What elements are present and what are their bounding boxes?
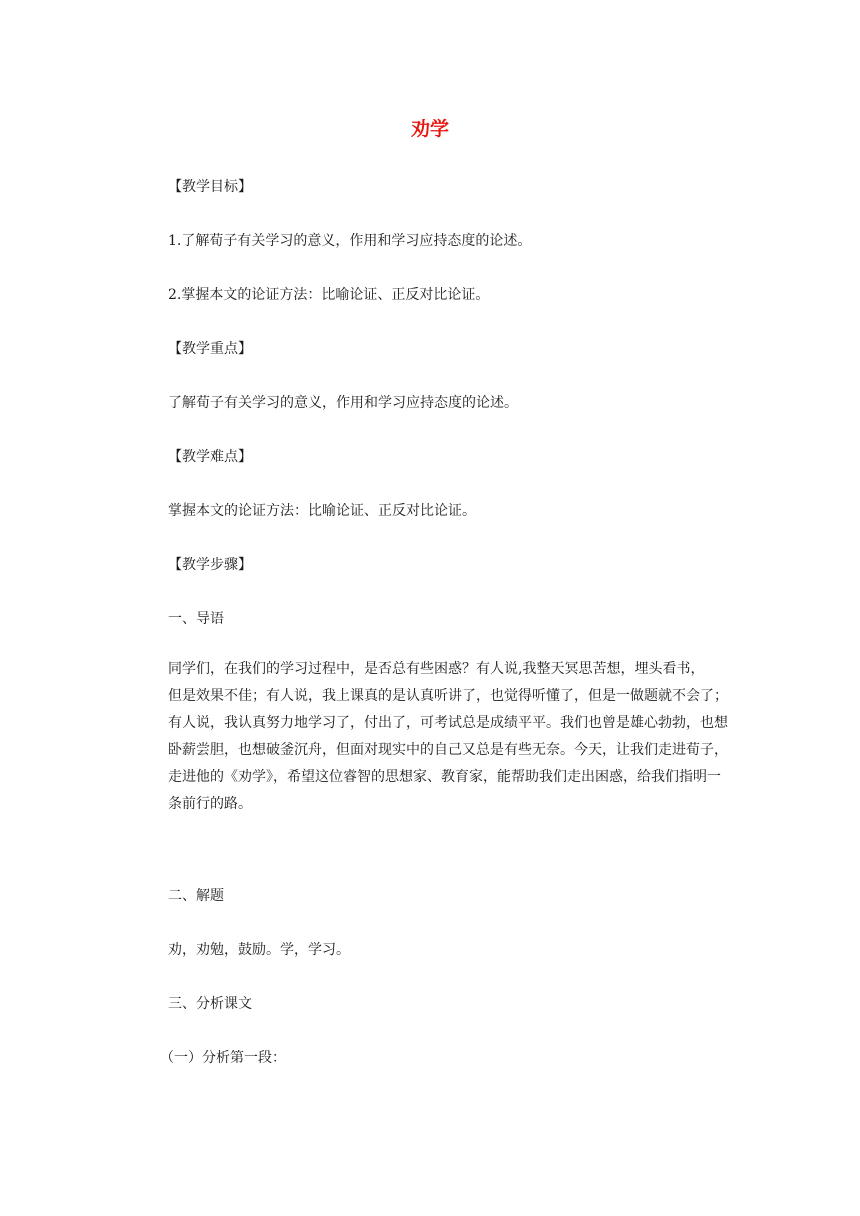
teaching-focus-heading: 【教学重点】 xyxy=(168,341,252,357)
step-2-heading: 二、解题 xyxy=(168,888,224,904)
teaching-focus-text: 了解荀子有关学习的意义，作用和学习应持态度的论述。 xyxy=(168,395,518,411)
document-title: 劝学 xyxy=(410,118,449,140)
intro-paragraph xyxy=(168,656,733,818)
goal-item-2: 2.掌握本文的论证方法：比喻论证、正反对比论证。 xyxy=(168,287,490,303)
teaching-difficulty-text: 掌握本文的论证方法：比喻论证、正反对比论证。 xyxy=(168,503,476,519)
sub-section-1-heading: （一）分析第一段： xyxy=(160,1050,286,1066)
intro-line: 同学们，在我们的学习过程中，是否总有些困惑？有人说,我整天冥思苦想，埋头看书， xyxy=(168,661,705,677)
step-3-heading: 三、分析课文 xyxy=(168,996,252,1012)
teaching-goals-heading: 【教学目标】 xyxy=(168,179,252,195)
step-2-text: 劝，劝勉，鼓励。学，学习。 xyxy=(168,942,350,958)
teaching-steps-heading: 【教学步骤】 xyxy=(168,557,252,573)
intro-line: 走进他的《劝学》，希望这位睿智的思想家、教育家，能帮助我们走出困惑，给我们指明一 xyxy=(168,769,721,785)
intro-line: 有人说，我认真努力地学习了，付出了，可考试总是成绩平平。我们也曾是雄心勃勃，也想 xyxy=(168,715,728,731)
goal-item-1: 1.了解荀子有关学习的意义，作用和学习应持态度的论述。 xyxy=(168,233,532,249)
intro-line: 条前行的路。 xyxy=(168,796,252,812)
intro-line: 卧薪尝胆，也想破釜沉舟，但面对现实中的自己又总是有些无奈。今天，让我们走进荀子， xyxy=(168,742,728,758)
intro-line: 但是效果不佳；有人说，我上课真的是认真听讲了，也觉得听懂了，但是一做题就不会了； xyxy=(168,688,728,704)
step-1-heading: 一、导语 xyxy=(168,611,224,627)
teaching-difficulty-heading: 【教学难点】 xyxy=(168,449,252,465)
